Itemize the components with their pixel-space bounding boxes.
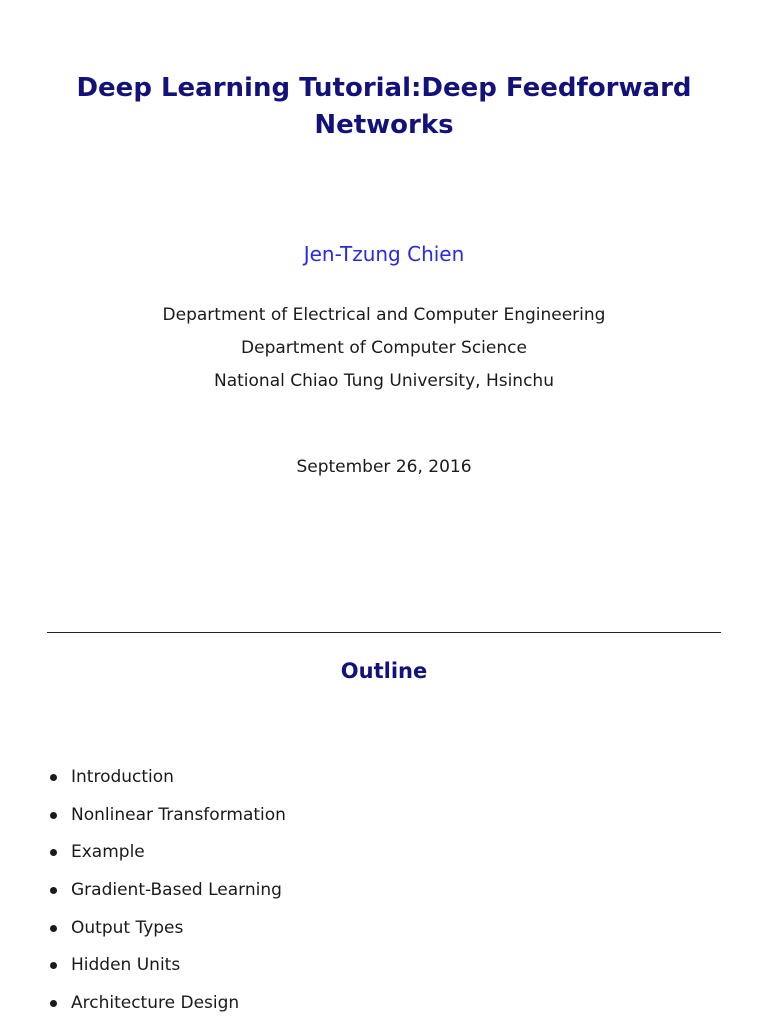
author-name: Jen-Tzung Chien	[303, 242, 465, 266]
bullet-icon	[50, 962, 57, 969]
outline-title: Outline	[340, 659, 428, 683]
affiliation-line: Department of Electrical and Computer Engineering	[162, 305, 606, 325]
slide-title-line-2: Networks	[314, 110, 454, 140]
affiliations	[0, 299, 768, 398]
outline-item-label: Output Types	[71, 917, 184, 938]
outline-item-label: Architecture Design	[71, 993, 240, 1014]
affiliation-line: National Chiao Tung University, Hsinchu	[214, 371, 554, 391]
outline-item-label: Nonlinear Transformation	[71, 804, 286, 825]
affiliation-line: Department of Computer Science	[241, 338, 527, 358]
outline-item-label: Introduction	[71, 767, 174, 787]
page-divider	[47, 632, 721, 633]
outline-item-label: Hidden Units	[71, 955, 181, 976]
bullet-icon	[50, 1000, 57, 1007]
bullet-icon	[50, 812, 57, 819]
outline-item	[48, 877, 286, 915]
outline-item	[48, 915, 286, 953]
outline-item	[48, 764, 286, 802]
outline-item-label: Gradient-Based Learning	[71, 880, 282, 901]
bullet-icon	[50, 849, 57, 856]
outline-item	[48, 952, 286, 990]
outline-item-label: Example	[71, 842, 145, 863]
outline-item	[48, 990, 286, 1028]
bullet-icon	[50, 925, 57, 932]
outline-item	[48, 802, 286, 840]
bullet-icon	[50, 887, 57, 894]
bullet-icon	[50, 774, 57, 781]
outline-list	[48, 764, 286, 1028]
presentation-date: September 26, 2016	[296, 457, 472, 477]
outline-item	[48, 839, 286, 877]
slide-title	[0, 70, 768, 144]
slide-title-line-1: Deep Learning Tutorial:Deep Feedforward	[76, 73, 692, 103]
